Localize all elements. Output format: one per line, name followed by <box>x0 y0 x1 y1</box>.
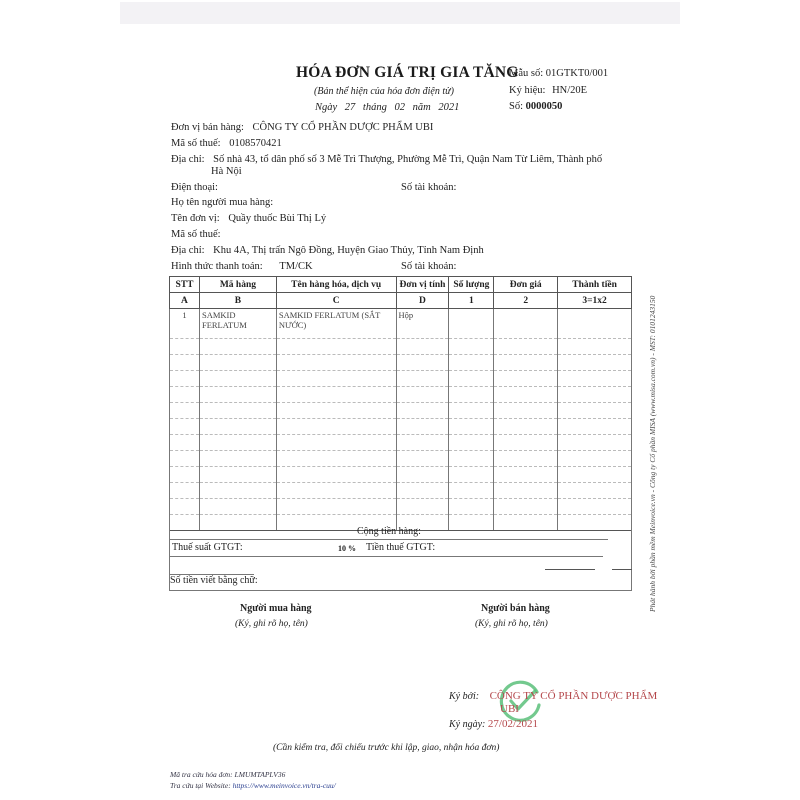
table-cell-empty <box>449 435 494 451</box>
table-row-empty <box>170 435 632 451</box>
invoice-title: HÓA ĐƠN GIÁ TRỊ GIA TĂNG <box>296 64 519 81</box>
code-b: B <box>199 293 276 309</box>
seller-tax-label: Mã số thuế: <box>171 138 221 149</box>
table-cell-empty <box>449 371 494 387</box>
subtotal-row <box>170 526 608 540</box>
seller-name-label: Đơn vị bán hàng: <box>171 122 244 133</box>
table-cell-empty <box>494 371 558 387</box>
table-cell-empty <box>396 355 449 371</box>
seller-name <box>171 122 433 133</box>
code-a: A <box>170 293 200 309</box>
table-cell-empty <box>396 483 449 499</box>
table-cell-empty <box>558 371 632 387</box>
code-1: 1 <box>449 293 494 309</box>
table-cell-empty <box>558 419 632 435</box>
buyer-address <box>171 245 484 256</box>
table-row-empty <box>170 483 632 499</box>
table-cell-empty <box>396 403 449 419</box>
header-unit: Đơn vị tính <box>396 277 449 293</box>
table-cell-empty <box>396 435 449 451</box>
invoice-number <box>509 101 562 112</box>
table-cell-empty <box>170 403 200 419</box>
table-cell-empty <box>199 451 276 467</box>
table-cell-empty <box>449 355 494 371</box>
lookup-code <box>170 770 285 779</box>
buyer-unit-value: Quầy thuốc Bùi Thị Lý <box>228 213 327 224</box>
items-table <box>169 276 632 531</box>
vat-amount-label: Tiền thuế GTGT: <box>366 542 436 553</box>
table-cell-empty <box>558 467 632 483</box>
buyer-tax <box>171 229 227 240</box>
table-cell-empty <box>276 483 396 499</box>
day-value: 27 <box>344 102 356 113</box>
table-cell-empty <box>170 467 200 483</box>
table-cell-empty <box>494 483 558 499</box>
table-cell-empty <box>170 483 200 499</box>
number-value: 0000050 <box>525 101 563 112</box>
seller-account-label: Số tài khoản: <box>401 182 457 193</box>
form-number-label: Mẫu số: <box>509 68 544 79</box>
year-label: năm <box>412 102 431 113</box>
lookup-website <box>170 781 336 790</box>
table-cell-empty <box>449 467 494 483</box>
table-cell-empty <box>558 355 632 371</box>
table-cell-empty <box>276 339 396 355</box>
header-stt: STT <box>170 277 200 293</box>
table-cell-empty <box>494 435 558 451</box>
table-cell-empty <box>396 371 449 387</box>
table-cell-empty <box>494 403 558 419</box>
invoice-symbol <box>509 85 587 96</box>
table-cell-empty <box>396 467 449 483</box>
table-cell-empty <box>396 339 449 355</box>
table-cell-empty <box>558 483 632 499</box>
seller-sign-sub: (Ký, ghi rõ họ, tên) <box>475 619 548 629</box>
table-cell-empty <box>170 339 200 355</box>
table-cell-empty <box>558 451 632 467</box>
buyer-address-value: Khu 4A, Thị trấn Ngô Đồng, Huyện Giao Thủy, Tỉnh Nam Định <box>213 245 484 256</box>
day-label: Ngày <box>315 102 338 113</box>
table-cell-empty <box>494 387 558 403</box>
table-cell-empty <box>199 339 276 355</box>
table-row-empty <box>170 499 632 515</box>
table-row-empty <box>170 371 632 387</box>
table-cell-empty <box>396 499 449 515</box>
symbol-label: Ký hiệu: <box>509 85 546 96</box>
table-cell-empty <box>276 499 396 515</box>
form-number-value: 01GTKT0/001 <box>545 68 609 79</box>
year-value: 2021 <box>438 102 460 113</box>
buyer-person-label: Họ tên người mua hàng: <box>171 197 274 208</box>
verification-note: (Cần kiểm tra, đối chiếu trước khi lập, giao, nhận hóa đơn) <box>273 743 500 753</box>
code-2: 2 <box>494 293 558 309</box>
seller-tax-value: 0108570421 <box>229 138 282 149</box>
table-code-row <box>170 293 632 309</box>
table-header-row <box>170 277 632 293</box>
row-code: SAMKID FERLATUM <box>199 309 276 339</box>
row-name: SAMKID FERLATUM (SẮT NƯỚC) <box>276 309 396 339</box>
table-cell-empty <box>199 419 276 435</box>
table-cell-empty <box>199 371 276 387</box>
invoice-date <box>315 102 459 113</box>
seller-phone <box>171 182 224 193</box>
table-cell-empty <box>170 499 200 515</box>
divider <box>612 569 632 570</box>
seller-account <box>401 182 456 193</box>
invoice-subtitle: (Bản thể hiện của hóa đơn điện tử) <box>314 86 454 97</box>
signed-date-value: 27/02/2021 <box>487 718 539 730</box>
table-cell-empty <box>276 403 396 419</box>
table-row-empty <box>170 355 632 371</box>
table-cell-empty <box>276 451 396 467</box>
table-cell-empty <box>199 355 276 371</box>
table-row-empty <box>170 467 632 483</box>
words-label: Số tiền viết bằng chữ: <box>170 575 258 586</box>
lookup-code-value: LMUMTAPLV36 <box>234 770 286 779</box>
table-cell-empty <box>276 435 396 451</box>
header-code: Mã hàng <box>199 277 276 293</box>
table-row-empty <box>170 451 632 467</box>
table-cell-empty <box>494 499 558 515</box>
signed-date <box>449 718 538 730</box>
buyer-account <box>401 261 456 272</box>
table-cell-empty <box>170 371 200 387</box>
table-cell-empty <box>276 467 396 483</box>
row-stt: 1 <box>170 309 200 339</box>
header-amount: Thành tiền <box>558 277 632 293</box>
code-d: D <box>396 293 449 309</box>
buyer-unit <box>171 213 326 224</box>
subtotal-label: Cộng tiền hàng: <box>357 526 421 537</box>
vat-rate-value: 10 % <box>338 544 356 553</box>
seller-address-label: Địa chỉ: <box>171 154 205 165</box>
seller-address-line1: Số nhà 43, tổ dân phố số 3 Mễ Trì Thượng, Phường Mễ Trì, Quận Nam Từ Liêm, Thành phố <box>213 154 603 165</box>
issuer-side-text: Phát hành bởi phần mềm Meinvoice.vn - Công ty Cổ phần MISA (www.misa.com.vn) - MST: 0101243150 <box>648 295 657 612</box>
buyer-sign-sub: (Ký, ghi rõ họ, tên) <box>235 619 308 629</box>
top-bar <box>120 2 680 24</box>
table-cell-empty <box>558 403 632 419</box>
row-price <box>494 309 558 339</box>
table-cell-empty <box>170 451 200 467</box>
code-3: 3=1x2 <box>558 293 632 309</box>
table-cell-empty <box>494 355 558 371</box>
symbol-value: HN/20E <box>552 85 588 96</box>
buyer-sign-title: Người mua hàng <box>240 603 312 614</box>
table-cell-empty <box>276 419 396 435</box>
table-cell-empty <box>494 339 558 355</box>
table-row-empty <box>170 387 632 403</box>
buyer-tax-label: Mã số thuế: <box>171 229 221 240</box>
table-row-empty <box>170 403 632 419</box>
table-cell-empty <box>449 387 494 403</box>
table-cell-empty <box>558 435 632 451</box>
table-row <box>170 309 632 339</box>
table-cell-empty <box>170 419 200 435</box>
table-cell-empty <box>558 499 632 515</box>
table-cell-empty <box>449 403 494 419</box>
table-cell-empty <box>199 467 276 483</box>
seller-address-line2: Hà Nội <box>211 166 242 177</box>
buyer-address-label: Địa chỉ: <box>171 245 205 256</box>
seller-tax <box>171 138 282 149</box>
table-cell-empty <box>170 435 200 451</box>
signed-by-line2 <box>500 703 519 715</box>
lookup-code-label: Mã tra cứu hóa đơn: <box>170 770 233 779</box>
table-cell-empty <box>396 451 449 467</box>
table-cell-empty <box>276 355 396 371</box>
website-link[interactable]: https://www.meinvoice.vn/tra-cuu/ <box>232 781 336 790</box>
table-cell-empty <box>199 483 276 499</box>
header-price: Đơn giá <box>494 277 558 293</box>
code-c: C <box>276 293 396 309</box>
table-cell-empty <box>396 419 449 435</box>
signed-date-label: Ký ngày: <box>449 719 486 730</box>
table-cell-empty <box>199 499 276 515</box>
table-row-empty <box>170 339 632 355</box>
website-label: Tra cứu tại Website: <box>170 781 231 790</box>
buyer-person <box>171 197 279 208</box>
table-cell-empty <box>276 387 396 403</box>
header-name: Tên hàng hóa, dịch vụ <box>276 277 396 293</box>
month-label: tháng <box>362 102 387 113</box>
signed-by-label: Ký bởi: <box>449 691 480 702</box>
table-cell-empty <box>276 371 396 387</box>
buyer-payment-label: Hình thức thanh toán: <box>171 261 263 272</box>
invoice-summary <box>169 524 632 591</box>
table-cell-empty <box>396 387 449 403</box>
vat-rate-label: Thuế suất GTGT: <box>172 542 243 553</box>
table-cell-empty <box>494 419 558 435</box>
row-amount <box>558 309 632 339</box>
table-cell-empty <box>449 451 494 467</box>
table-cell-empty <box>449 483 494 499</box>
seller-phone-label: Điện thoại: <box>171 182 218 193</box>
row-qty <box>449 309 494 339</box>
buyer-unit-label: Tên đơn vị: <box>171 213 220 224</box>
signed-by-line1: CÔNG TY CỔ PHẦN DƯỢC PHẨM <box>489 690 658 702</box>
buyer-account-label: Số tài khoản: <box>401 261 457 272</box>
row-unit: Hộp <box>396 309 449 339</box>
buyer-payment-value: TM/CK <box>279 261 313 272</box>
month-value: 02 <box>394 102 405 113</box>
number-label: Số: <box>509 101 524 112</box>
vat-row <box>170 542 603 557</box>
table-cell-empty <box>199 403 276 419</box>
table-cell-empty <box>494 451 558 467</box>
form-number <box>509 68 608 79</box>
seller-name-value: CÔNG TY CỔ PHẦN DƯỢC PHẨM UBI <box>252 122 434 133</box>
seller-address <box>171 154 602 165</box>
seller-sign-title: Người bán hàng <box>481 603 550 614</box>
table-cell-empty <box>558 387 632 403</box>
buyer-payment <box>171 261 313 272</box>
signed-by <box>449 690 657 702</box>
table-cell-empty <box>494 467 558 483</box>
header-qty: Số lượng <box>449 277 494 293</box>
table-cell-empty <box>558 339 632 355</box>
table-cell-empty <box>449 419 494 435</box>
table-cell-empty <box>449 499 494 515</box>
table-cell-empty <box>449 339 494 355</box>
signed-by-line2-text: UBI <box>500 703 519 715</box>
table-cell-empty <box>170 387 200 403</box>
table-cell-empty <box>170 355 200 371</box>
table-row-empty <box>170 419 632 435</box>
divider <box>545 569 595 570</box>
table-cell-empty <box>199 435 276 451</box>
table-cell-empty <box>199 387 276 403</box>
